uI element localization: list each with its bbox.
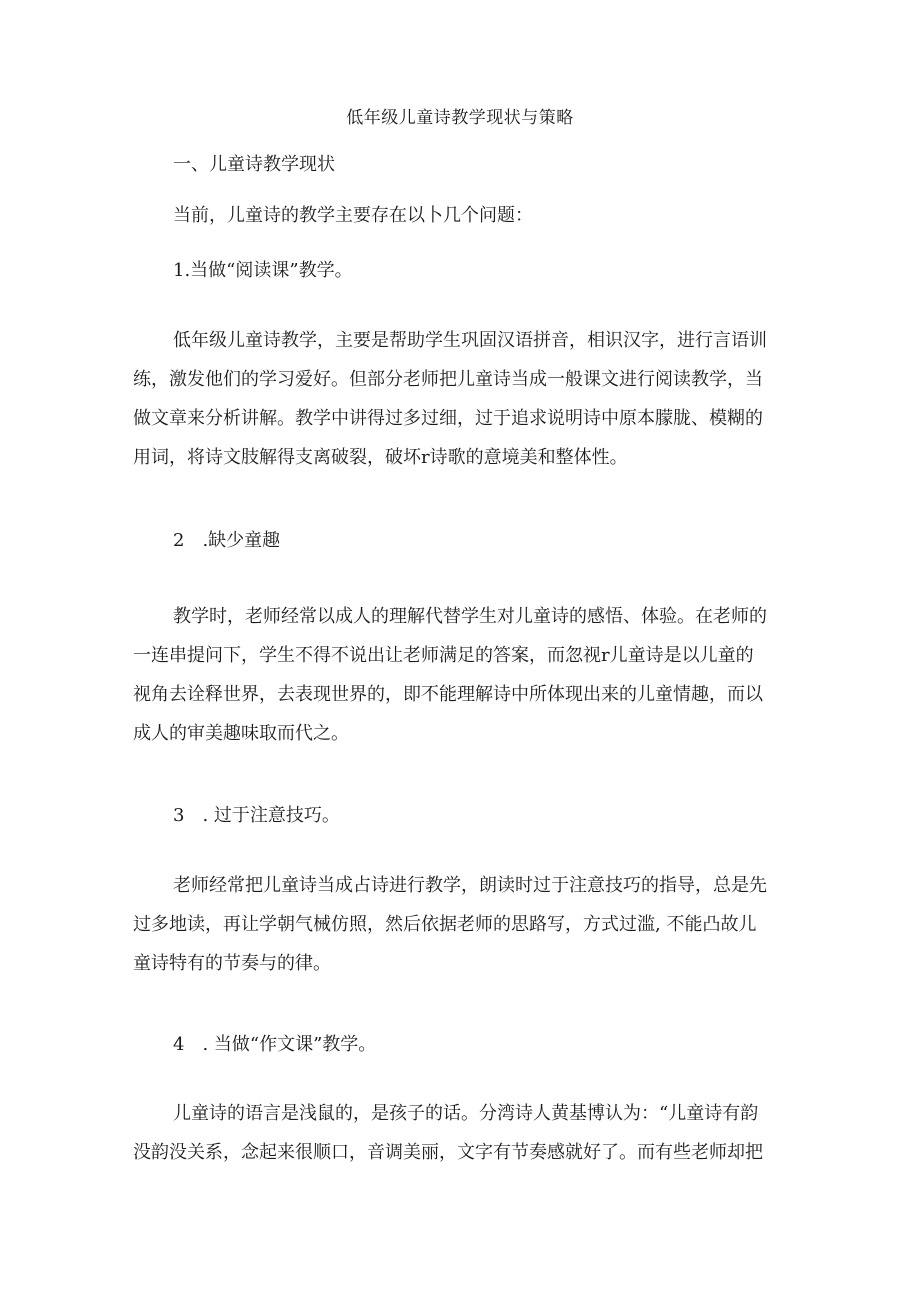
item3-paragraph bbox=[133, 866, 793, 983]
paragraph-line: 低年级儿童诗教学，主要是帮助学生巩固汉语拼音，相识汉字，进行言语训 bbox=[173, 330, 767, 351]
item2-paragraph bbox=[133, 597, 793, 753]
paragraph-line: 童诗特有的节奏与的律。 bbox=[133, 953, 331, 974]
paragraph-line: 练，激发他们的学习爱好。但部分老师把儿童诗当成一般课文进行阅读教学，当 bbox=[133, 369, 763, 390]
item3-heading: 3 . 过于注意技巧。 bbox=[173, 805, 340, 826]
section-heading: 一、儿童诗教学现状 bbox=[173, 154, 335, 175]
paragraph-line: 儿童诗的语言是浅鼠的，是孩子的话。分湾诗人黄基博认为：“儿童诗有韵 bbox=[173, 1103, 759, 1124]
item2-heading: 2 .缺少童趣 bbox=[173, 530, 281, 551]
paragraph-line: 视角去诠释世界，去表现世界的，即不能理解诗中所体现出来的儿童情趣，而以 bbox=[133, 684, 763, 705]
paragraph-line: 教学时，老师经常以成人的理解代替学生对儿童诗的感悟、体验。在老师的 bbox=[173, 606, 767, 627]
paragraph-line: 过多地读，再让学朝气械仿照，然后依据老师的思路写，方式过滥, 不能凸故儿 bbox=[133, 914, 757, 935]
item4-heading: 4 . 当做“作文课”教学。 bbox=[173, 1034, 377, 1055]
paragraph-line: 用词，将诗文肢解得支离破裂，破坏r诗歌的意境美和整体性。 bbox=[133, 447, 628, 468]
item4-paragraph bbox=[133, 1094, 793, 1172]
paragraph-line: 没韵没关系，念起来很顺口，音调美丽，文字有节奏感就好了。而有些老师却把 bbox=[133, 1142, 763, 1163]
document-title: 低年级儿童诗教学现状与策略 bbox=[346, 108, 574, 128]
paragraph-line: 成人的审美趣味取而代之。 bbox=[133, 723, 349, 744]
paragraph-line: 做文章来分析讲解。教学中讲得过多过细，过于追求说明诗中原本朦胧、模糊的 bbox=[133, 408, 763, 429]
intro-text: 当前，儿童诗的教学主要存在以卜几个问题： bbox=[173, 205, 533, 226]
item1-heading: 1.当做“阅读课”教学。 bbox=[173, 260, 353, 281]
paragraph-line: 老师经常把儿童诗当成占诗进行教学，朗读时过于注意技巧的指导，总是先 bbox=[173, 875, 767, 896]
item1-paragraph bbox=[133, 321, 793, 477]
paragraph-line: 一连串提问下，学生不得不说出让老师满足的答案，而忽视r儿童诗是以儿童的 bbox=[133, 645, 754, 666]
